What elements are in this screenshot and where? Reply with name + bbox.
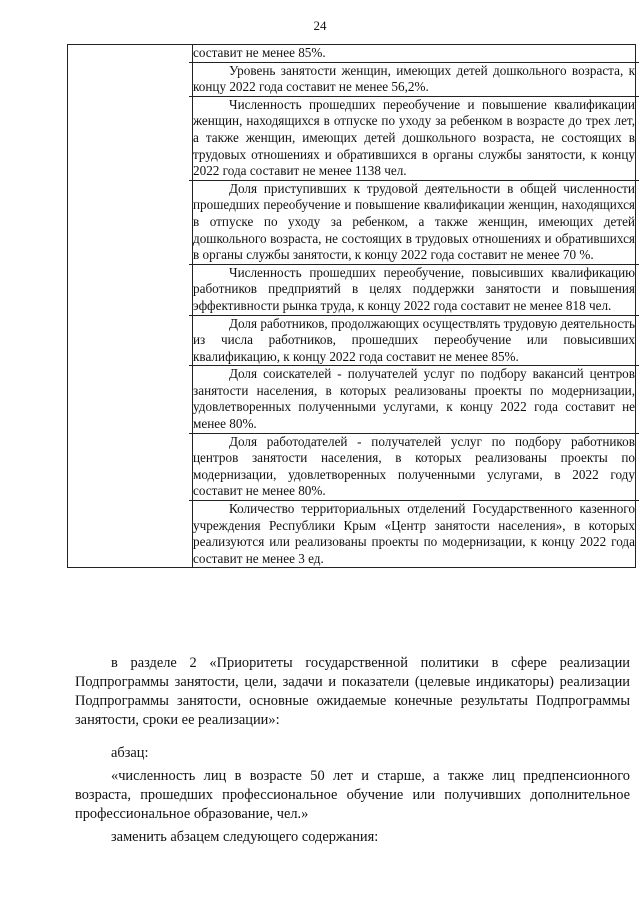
indicators-table	[67, 44, 636, 568]
table-paragraph: Количество территориальных отделений Государственного казенного учреждения Республики Крым «Центр занятости населения», в которых реализуются или реализованы проекты по модернизации, к концу 2022 года составит не менее 3 ед.	[189, 500, 639, 567]
table-paragraph: Доля соискателей - получателей услуг по подбору вакансий центров занятости населения, в которых реализованы проекты по модернизации, удовлетворенных полученными услугами, к концу 2022 года составит не менее 80%.	[189, 365, 639, 432]
table-paragraph: Доля работников, продолжающих осуществлять трудовую деятельность из числа работников, прошедших переобучение или повысивших квалификацию, к концу 2022 года составит не менее 85%.	[189, 315, 639, 366]
table-left-cell	[68, 45, 193, 568]
table-right-cell	[193, 45, 636, 568]
table-paragraph: Численность прошедших переобучение и повышение квалификации женщин, находящихся в отпуске по уходу за ребенком в возрасте до трех лет, а также женщин, имеющих детей дошкольного возраста, не состоящих в трудовых отношениях и обратившихся в органы службы занятости, к концу 2022 года составит не менее 1138 чел.	[189, 96, 639, 180]
table-paragraph: Доля приступивших к трудовой деятельности в общей численности прошедших переобучение и повышение квалификации женщин, находящихся в отпуске по уходу за ребенком, а также женщин, имеющих детей дошкольного возраста, не состоящих в трудовых отношениях и обратившихся в органы службы занятости, к концу 2022 года составит не менее 70 %.	[189, 180, 639, 264]
table-paragraph: Численность прошедших переобучение, повысивших квалификацию работников предприятий в целях поддержки занятости и повышения эффективности рынка труда, к концу 2022 года составит не менее 818 чел.	[189, 264, 639, 315]
table-paragraph: Уровень занятости женщин, имеющих детей дошкольного возраста, к концу 2022 года составит не менее 56,2%.	[189, 62, 639, 96]
page-number: 24	[313, 18, 327, 33]
table-paragraph: составит не менее 85%.	[193, 45, 326, 60]
section-paragraph: в разделе 2 «Приоритеты государственной политики в сфере реализации Подпрограммы занятости, цели, задачи и показатели (целевые индикаторы) реализации Подпрограммы занятости, основные ожидаемые конечные результаты Подпрограммы занятости, сроки ее реализации»:	[75, 655, 630, 728]
quoted-paragraph: «численность лиц в возрасте 50 лет и старше, а также лиц предпенсионного возраста, прошедших профессиональное обучение или получивших дополнительное профессиональное образование, чел.»	[75, 768, 630, 822]
abzac-label: абзац:	[111, 745, 149, 761]
table-paragraph: Доля работодателей - получателей услуг по подбору работников центров занятости населения, в которых реализованы проекты по модернизации, удовлетворенных полученными услугами, в 2022 году составит не менее 80%.	[189, 433, 639, 500]
replace-line: заменить абзацем следующего содержания:	[111, 829, 379, 845]
